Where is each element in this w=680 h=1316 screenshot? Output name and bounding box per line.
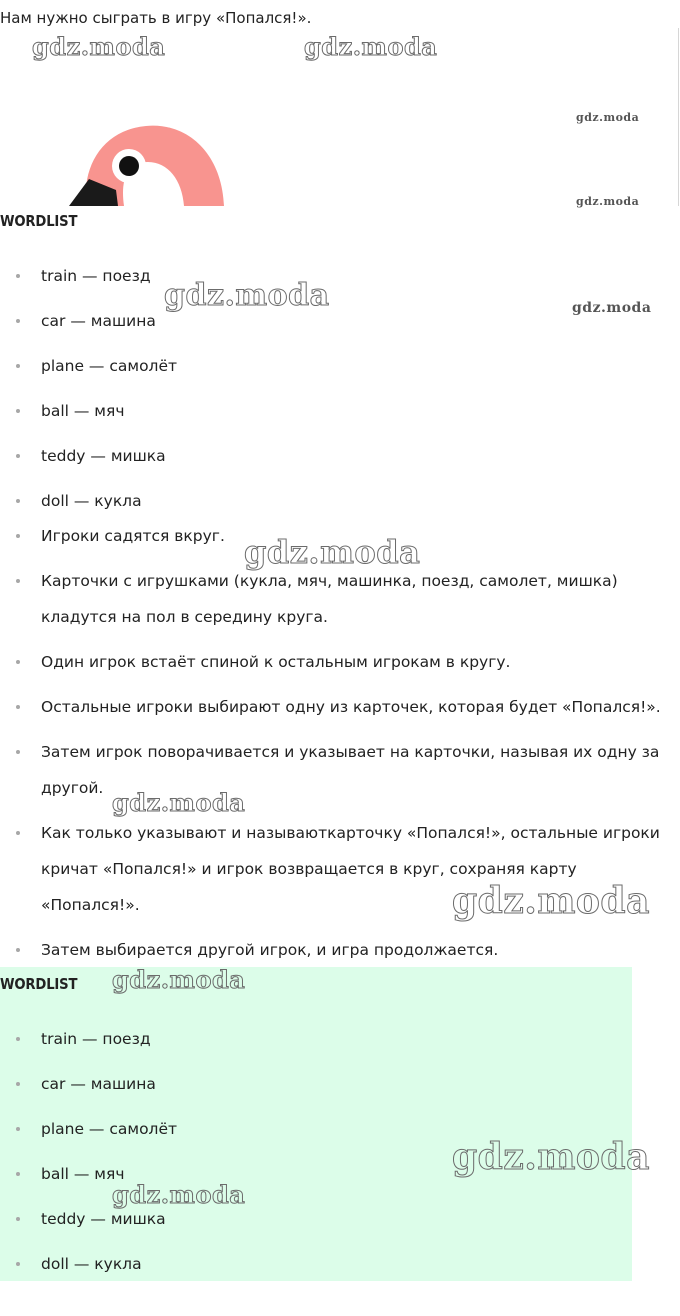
list-item: Один игрок встаёт спиной к остальным игрокам в кругу. (0, 644, 680, 680)
list-item: Карточки с игрушками (кукла, мяч, машинка, поезд, самолет, мишка) кладутся на пол в середину круга. (0, 563, 680, 635)
list-item: train — поезд (0, 258, 680, 294)
list-item: Остальные игроки выбирают одну из карточек, которая будет «Попался!». (0, 689, 680, 725)
list-item: Как только указывают и называюткарточку «Попался!», остальные игроки кричат «Попался!» и игрок возвращается в круг, сохраняя карту «Попался!». (0, 815, 680, 923)
list-item: Затем выбирается другой игрок, и игра продолжается. (0, 932, 680, 968)
list-item: doll — кукла (0, 1246, 680, 1282)
list-item: plane — самолёт (0, 1111, 680, 1147)
watermark: gdz.moda (576, 195, 640, 208)
watermark: gdz.moda (112, 788, 246, 817)
intro-text: Нам нужно сыграть в игру «Попался!». (0, 9, 312, 27)
watermark: gdz.moda (452, 1136, 650, 1178)
watermark: gdz.moda (452, 880, 650, 922)
watermark: gdz.moda (576, 111, 640, 124)
list-item: doll — кукла (0, 483, 680, 519)
list-item: plane — самолёт (0, 348, 680, 384)
flamingo-illustration (64, 124, 228, 206)
wordlist-heading-1: WORDLIST (0, 212, 78, 230)
list-item: car — машина (0, 303, 680, 339)
watermark: gdz.moda (112, 1180, 246, 1209)
list-item: ball — мяч (0, 1156, 680, 1192)
list-item: teddy — мишка (0, 1201, 680, 1237)
list-item: train — поезд (0, 1021, 680, 1057)
divider (678, 28, 679, 206)
list-item: teddy — мишка (0, 438, 680, 474)
watermark: gdz.moda (244, 533, 421, 571)
watermark: gdz.moda (112, 965, 246, 994)
watermark: gdz.moda (164, 278, 330, 313)
watermark: gdz.moda (32, 32, 166, 61)
list-item: Игроки садятся вкруг. (0, 518, 680, 554)
list-item: Затем игрок поворачивается и указывает на карточки, называя их одну за другой. (0, 734, 680, 806)
watermark: gdz.moda (572, 300, 652, 316)
watermark: gdz.moda (304, 32, 438, 61)
wordlist-heading-2: WORDLIST (0, 975, 78, 993)
wordlist-1 (0, 258, 680, 528)
list-item: ball — мяч (0, 393, 680, 429)
list-item: car — машина (0, 1066, 680, 1102)
